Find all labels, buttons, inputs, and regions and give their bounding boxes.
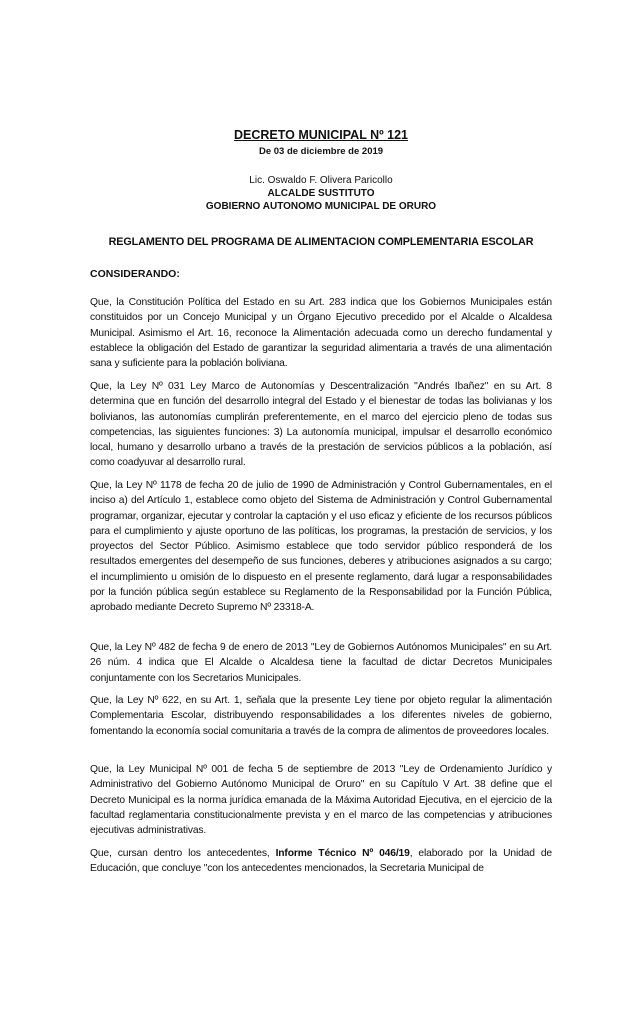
signatory-block (90, 174, 552, 213)
author-name: Lic. Oswaldo F. Olivera Paricollo (249, 175, 393, 186)
paragraph-text: Que, cursan dentro los antecedentes, (90, 848, 276, 859)
considerando-label: CONSIDERANDO: (90, 268, 180, 280)
author-role: ALCALDE SUSTITUTO (267, 188, 375, 199)
paragraph: Que, la Ley Municipal Nº 001 de fecha 5 de septiembre de 2013 "Ley de Ordenamiento Jurídico y Administrativo del Gobierno Autónomo Municipal de Oruro" en su Capítulo V Art. 38 define que el Decreto Municipal es la norma jurídica emanada de la Máxima Autoridad Ejecutiva, en el ejercicio de la facultad reglamentaria constitucionalmente prevista y en el marco de las competencias y atribuciones ejecutivas administrativas. (90, 764, 552, 837)
paragraph: Que, la Ley Nº 622, en su Art. 1, señala que la presente Ley tiene por objeto regular la alimentación Complementaria Escolar, distribuyendo responsabilidades a los diferentes niveles de gobierno, fomentando la economía social comunitaria a través de la compra de alimentos de proveedores locales. (90, 695, 552, 737)
decree-date: De 03 de diciembre de 2019 (258, 146, 384, 157)
decree-title: DECRETO MUNICIPAL Nº 121 (233, 128, 409, 142)
regulation-heading: REGLAMENTO DEL PROGRAMA DE ALIMENTACION COMPLEMENTARIA ESCOLAR (108, 236, 534, 248)
paragraph: Que, la Ley Nº 1178 de fecha 20 de julio de 1990 de Administración y Control Gubernamentales, en el inciso a) del Artículo 1, establece como objeto del Sistema de Administración y Control Gubernamental programar, organizar, ejecutar y controlar la captación y el uso eficaz y eficiente de los recursos públicos para el cumplimiento y ajuste oportuno de las políticas, los programas, la prestación de servicios, y los proyectos del Sector Público. Asimismo establece que todo servidor público responderá de los resultados emergentes del desempeño de sus funciones, deberes y atribuciones asignados a su cargo; el incumplimiento u omisión de lo dispuesto en el presente reglamento, dará lugar a responsabilidades por la función pública según establece su Reglamento de la Responsabilidad por la Función Pública, aprobado mediante Decreto Supremo Nº 23318-A. (90, 480, 552, 614)
paragraph: Que, la Constitución Política del Estado en su Art. 283 indica que los Gobiernos Municipales están constituidos por un Concejo Municipal y un Órgano Ejecutivo precedido por el Alcalde o Alcaldesa Municipal. Asimismo el Art. 16, reconoce la Alimentación adecuada como un derecho fundamental y establece la obligación del Estado de garantizar la seguridad alimentaria a través de una alimentación sana y suficiente para la población boliviana. (90, 297, 552, 370)
paragraph-text: , elaborado por la Unidad de Educación, que concluye "con los antecedentes mencionados, la Secretaria Municipal de (90, 848, 552, 875)
institution-name: GOBIERNO AUTONOMO MUNICIPAL DE ORURO (205, 201, 437, 212)
paragraph: Que, la Ley Nº 031 Ley Marco de Autonomías y Descentralización "Andrés Ibañez" en su Art. 8 determina que en función del desarrollo integral del Estado y el bienestar de todas las bolivianas y los bolivianos, las autonomías cumplirán preferentemente, en el marco del ejercicio pleno de todas sus competencias, las siguientes funciones: 3) La autonomía municipal, impulsar el desarrollo económico local, humano y desarrollo urbano a través de la prestación de servicios públicos a la población, así como coadyuvar al desarrollo rural. (90, 381, 552, 469)
paragraph: Que, la Ley Nº 482 de fecha 9 de enero de 2013 "Ley de Gobiernos Autónomos Municipales" en su Art. 26 núm. 4 indica que El Alcalde o Alcaldesa tiene la facultad de dictar Decretos Municipales conjuntamente con los Secretarios Municipales. (90, 642, 552, 684)
report-reference: Informe Técnico Nº 046/19 (275, 848, 410, 859)
paragraph-informe (90, 846, 552, 877)
